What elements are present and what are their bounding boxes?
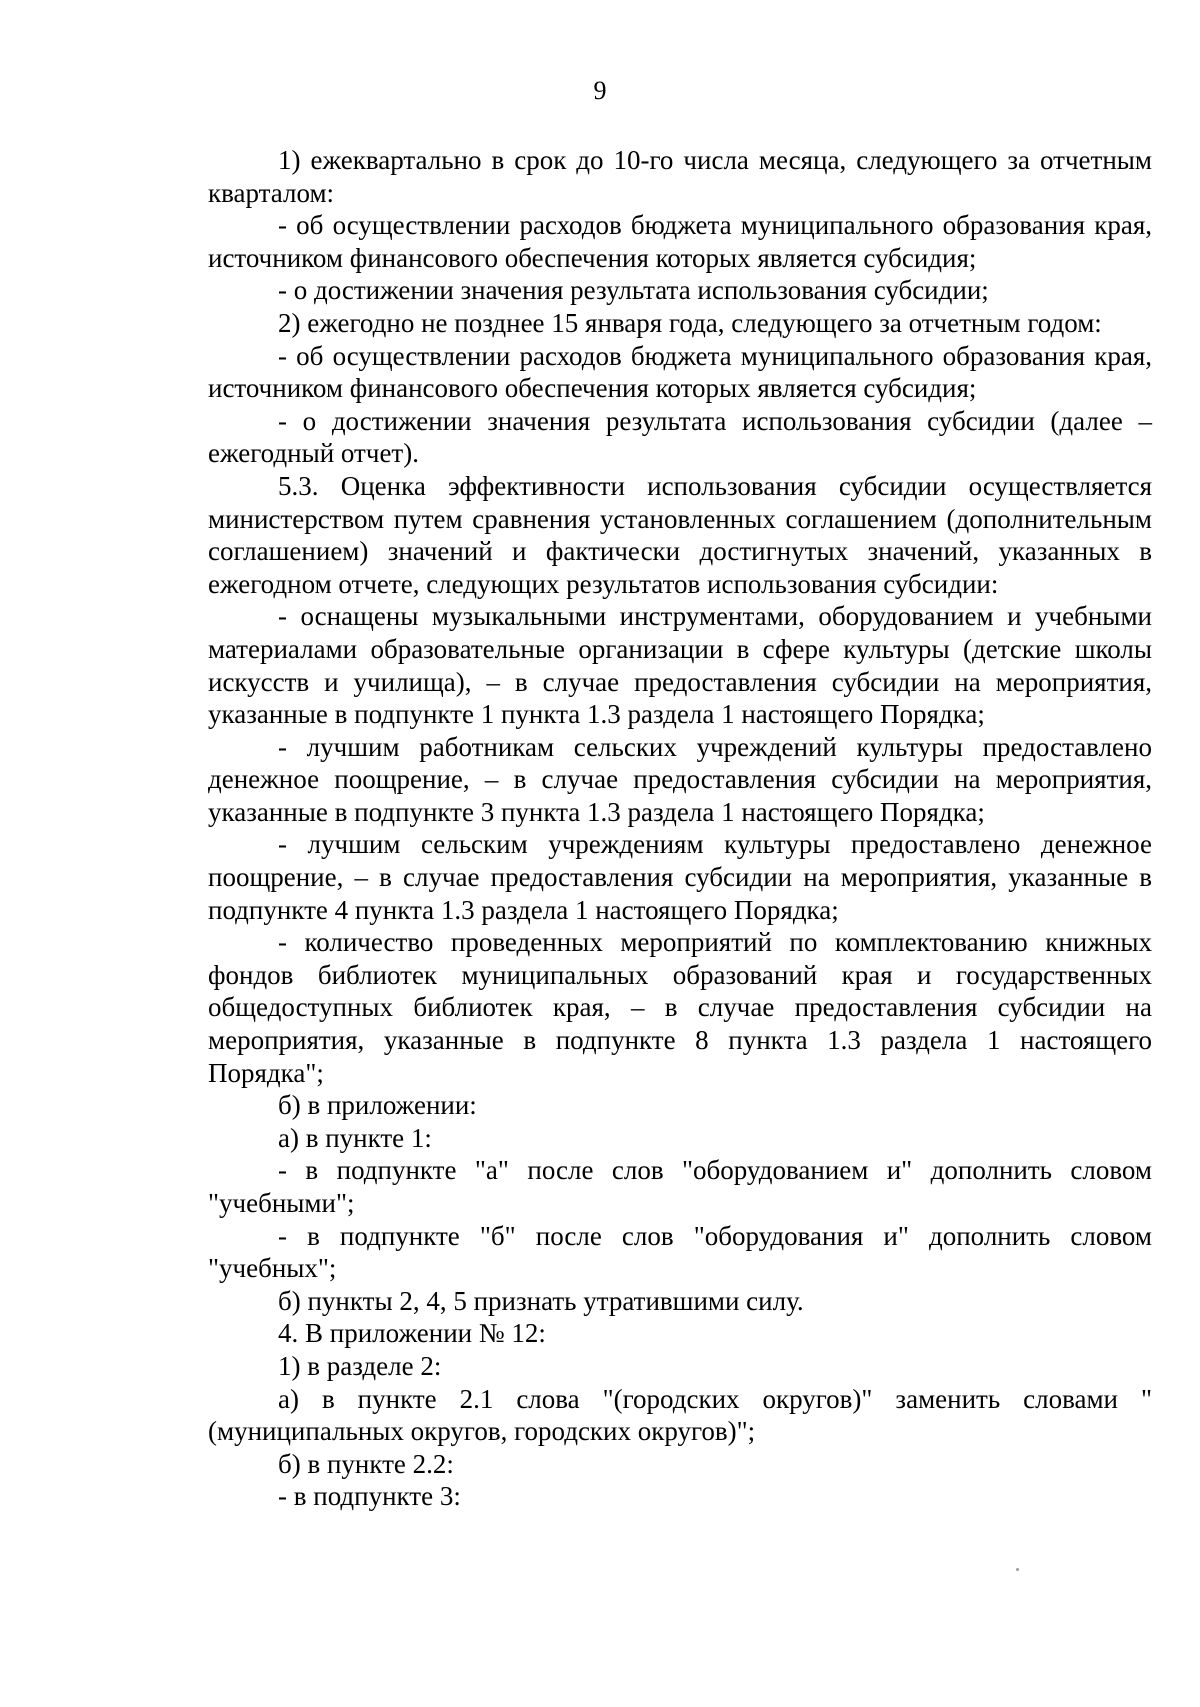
page-number: 9 [593,76,607,105]
paragraph-result-library-funds: - количество проведенных мероприятий по комплектованию книжных фондов библиотек муниципальных образований края и государственных общедоступных библиотек края, – в случае предоставления субсидии на мероприятия, указанные в подпункте 8 пункта 1.3 раздела 1 настоящего Порядка"; [208,927,1152,1088]
paragraph-clause-5-3: 5.3. Оценка эффективности использования субсидии осуществляется министерством путем сравнения установленных соглашением (дополнительным соглашением) значений и фактически достигнутых значений, указанных в ежегодном отчете, следующих результатов использования субсидии: [208,470,1152,599]
paragraph-result-instruments: - оснащены музыкальными инструментами, оборудованием и учебными материалами образовательные организации в сфере культуры (детские школы искусств и училища), – в случае предоставления субсидии на мероприятия, указанные в подпункте 1 пункта 1.3 раздела 1 настоящего Порядка; [208,601,1152,730]
document-body [208,144,1152,1513]
paragraph-subpoint-3: - в подпункте 3: [278,1481,461,1512]
paragraph-point-2-2: б) в пункте 2.2: [278,1448,454,1479]
paragraph-annual-report: 2) ежегодно не позднее 15 января года, следующего за отчетным годом: [278,307,1102,338]
scan-speck [1016,1568,1019,1571]
paragraph-repeal-points: б) пункты 2, 4, 5 признать утратившими силу. [278,1285,804,1316]
paragraph-subpoint-b: - в подпункте "б" после слов "оборудования и" дополнить словом "учебных"; [208,1220,1152,1284]
paragraph-result-best-institutions: - лучшим сельским учреждениям культуры предоставлено денежное поощрение, – в случае предоставления субсидии на мероприятия, указанные в подпункте 4 пункта 1.3 раздела 1 настоящего Порядка; [208,829,1152,925]
paragraph-quarterly-report: 1) ежеквартально в срок до 10-го числа месяца, следующего за отчетным кварталом: [208,145,1152,208]
paragraph-point-2-1: а) в пункте 2.1 слова "(городских округов)" заменить словами "(муниципальных округов, городских округов)"; [208,1383,1152,1447]
paragraph-appendix: б) в приложении: [278,1090,477,1121]
paragraph-expenditure-item: - об осуществлении расходов бюджета муниципального образования края, источником финансового обеспечения которых является субсидия; [208,210,1152,273]
paragraph-result-item: - о достижении значения результата использования субсидии (далее – ежегодный отчет). [208,405,1152,469]
paragraph-result-item: - о достижении значения результата использования субсидии; [278,275,989,306]
paragraph-point-1: а) в пункте 1: [278,1122,432,1153]
paragraph-expenditure-item: - об осуществлении расходов бюджета муниципального образования края, источником финансового обеспечения которых является субсидия; [208,340,1152,404]
paragraph-section-2: 1) в разделе 2: [278,1350,442,1381]
paragraph-result-best-workers: - лучшим работникам сельских учреждений культуры предоставлено денежное поощрение, – в случае предоставления субсидии на мероприятия, указанные в подпункте 3 пункта 1.3 раздела 1 настоящего Порядка; [208,731,1152,827]
paragraph-appendix-12: 4. В приложении № 12: [278,1318,546,1349]
paragraph-subpoint-a: - в подпункте "а" после слов "оборудованием и" дополнить словом "учебными"; [208,1155,1152,1218]
